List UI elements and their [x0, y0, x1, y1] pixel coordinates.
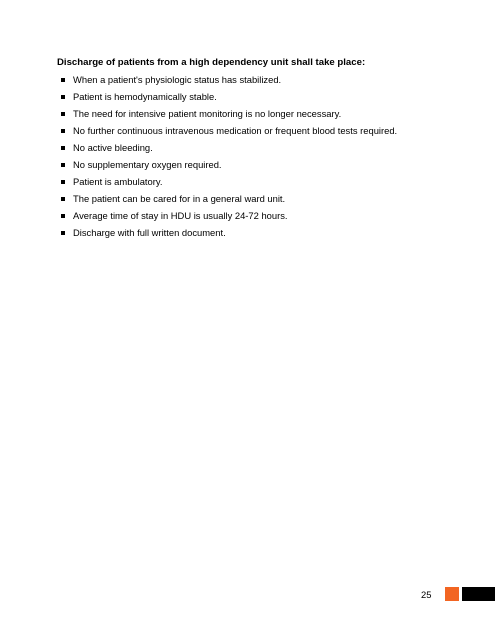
footer-accent-block [445, 587, 459, 601]
list-item-text: No supplementary oxygen required. [73, 159, 222, 170]
list-item-text: No active bleeding. [73, 142, 153, 153]
list-item-text: No further continuous intravenous medication or frequent blood tests required. [73, 125, 398, 136]
list-item-text: Discharge with full written document. [73, 227, 226, 238]
list-item-text: When a patient's physiologic status has stabilized. [73, 74, 282, 85]
list-item-text: The patient can be cared for in a general ward unit. [73, 193, 286, 204]
footer-black-bar [462, 587, 495, 601]
square-bullet-icon [61, 129, 65, 133]
square-bullet-icon [61, 180, 65, 184]
page-number: 25 [421, 589, 432, 600]
square-bullet-icon [61, 95, 65, 99]
section-heading: Discharge of patients from a high dependency unit shall take place: [57, 57, 366, 68]
square-bullet-icon [61, 214, 65, 218]
square-bullet-icon [61, 231, 65, 235]
list-item-text: Patient is ambulatory. [73, 176, 163, 187]
list-item-text: Patient is hemodynamically stable. [73, 91, 217, 102]
square-bullet-icon [61, 197, 65, 201]
list-item-text: Average time of stay in HDU is usually 24-72 hours. [73, 210, 288, 221]
square-bullet-icon [61, 146, 65, 150]
square-bullet-icon [61, 78, 65, 82]
square-bullet-icon [61, 163, 65, 167]
list-item-text: The need for intensive patient monitoring is no longer necessary. [73, 108, 342, 119]
square-bullet-icon [61, 112, 65, 116]
